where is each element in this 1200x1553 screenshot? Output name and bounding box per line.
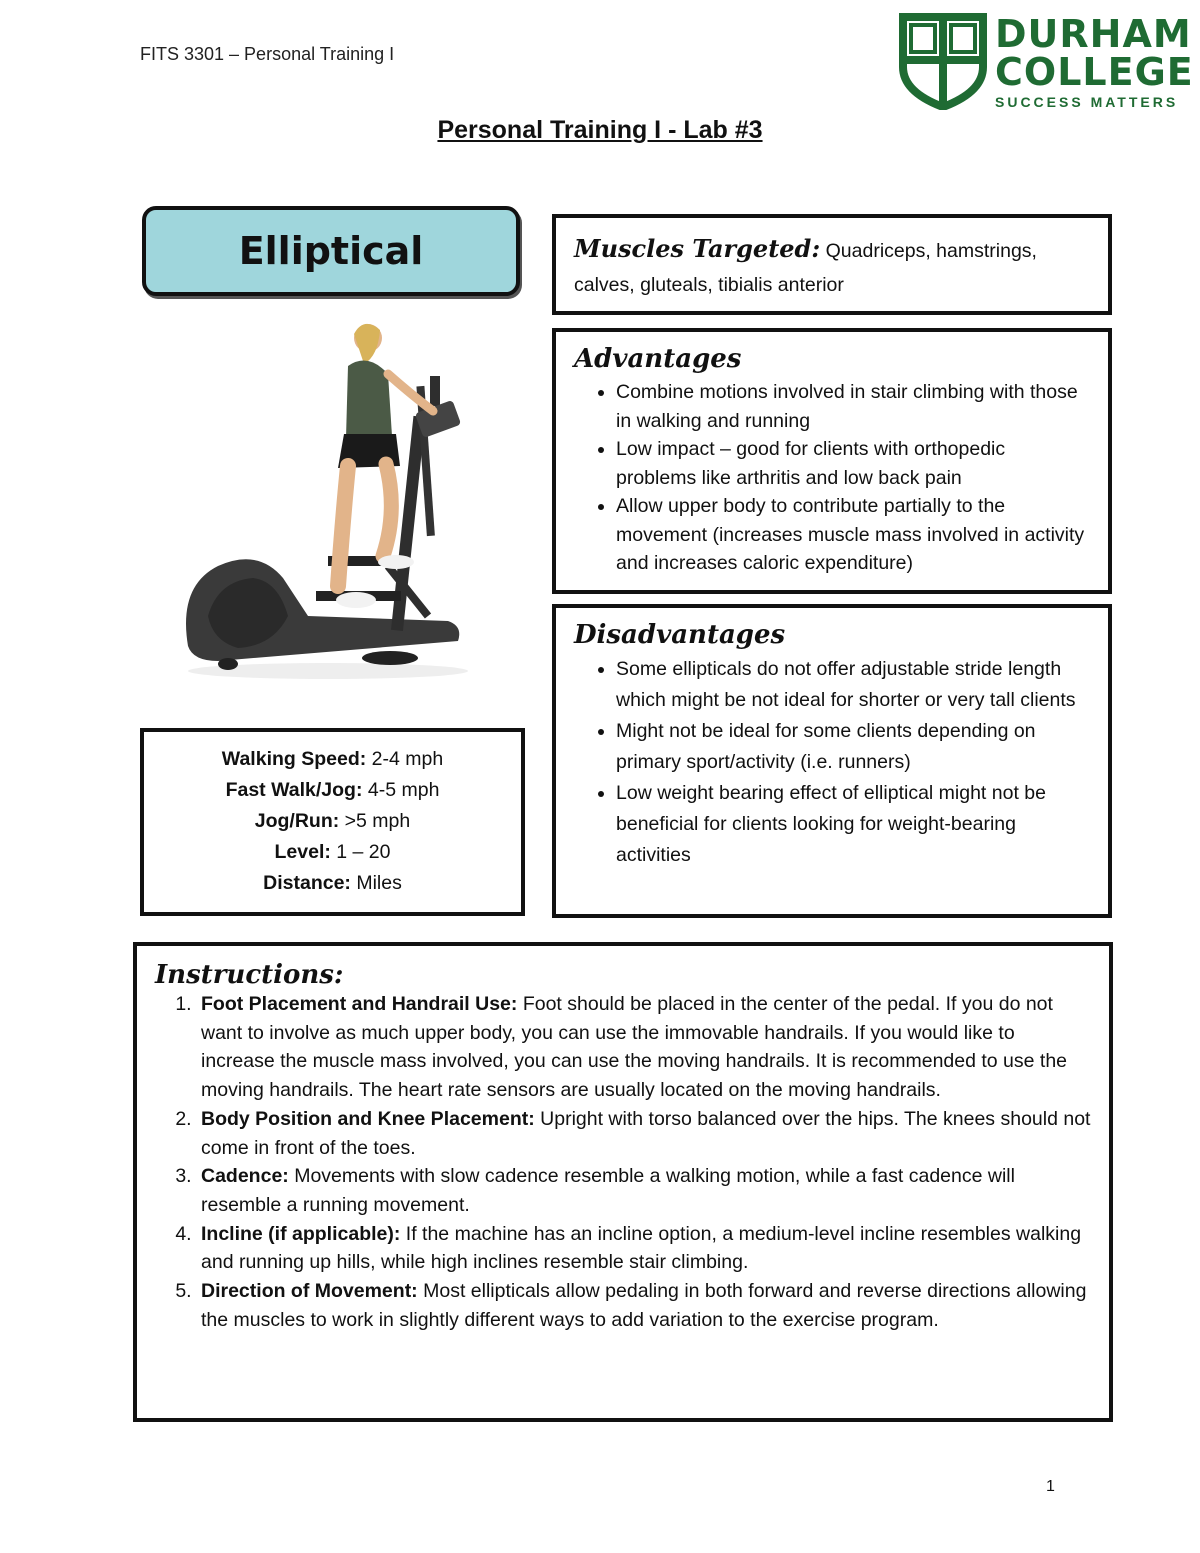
list-item: • Might not be ideal for some clients depending on primary sport/activity (i.e. runners)	[616, 716, 1090, 778]
muscles-text: Quadriceps, hamstrings, calves, gluteals, tibialis anterior	[574, 240, 1037, 296]
instructions-list	[155, 990, 1091, 1334]
logo-tagline: SUCCESS MATTERS	[995, 94, 1179, 110]
disadvantages-list	[574, 654, 1090, 871]
logo-word-durham: DURHAM	[995, 12, 1192, 56]
page-number: 1	[1046, 1478, 1055, 1495]
list-item: 2. Body Position and Knee Placement: Upright with torso balanced over the hips. The knees should not come in front of the toes.	[197, 1105, 1091, 1162]
list-item: 1. Foot Placement and Handrail Use: Foot should be placed in the center of the pedal. If you do not want to involve as much upper body, you can use the immovable handrails. If you would like to increase the muscle mass involved, you can use the moving handrails. It is recommended to use the moving handrails. The heart rate sensors are usually located on the moving handrails.	[197, 990, 1091, 1105]
advantages-heading: Advantages	[574, 344, 742, 374]
logo-word-college: COLLEGE	[995, 50, 1194, 94]
durham-college-logo	[898, 12, 1194, 112]
disadvantages-box	[552, 604, 1112, 918]
muscles-targeted-box	[552, 214, 1112, 315]
list-item: • Low impact – good for clients with orthopedic problems like arthritis and low back pain	[616, 435, 1090, 492]
disadvantages-heading: Disadvantages	[574, 620, 786, 650]
setting-row: Fast Walk/Jog: 4-5 mph	[225, 779, 440, 801]
setting-row: Walking Speed: 2-4 mph	[221, 748, 444, 770]
instructions-heading: Instructions:	[155, 960, 344, 990]
elliptical-photo	[178, 316, 483, 686]
muscles-heading: Muscles Targeted:	[574, 234, 821, 263]
setting-row: Level: 1 – 20	[274, 841, 391, 863]
setting-row: Jog/Run: >5 mph	[254, 810, 411, 832]
list-item: • Combine motions involved in stair climbing with those in walking and running	[616, 378, 1090, 435]
list-item: • Some ellipticals do not offer adjustable stride length which might be not ideal for shorter or very tall clients	[616, 654, 1090, 716]
list-item: 5. Direction of Movement: Most ellipticals allow pedaling in both forward and reverse directions allowing the muscles to work in slightly different ways to add variation to the exercise program.	[197, 1277, 1091, 1334]
setting-row: Distance: Miles	[263, 872, 402, 894]
settings-box	[140, 728, 525, 916]
page-title: Personal Training I - Lab #3	[437, 116, 763, 144]
list-item: • Low weight bearing effect of elliptical might not be beneficial for clients looking for weight-bearing activities	[616, 778, 1090, 871]
course-header: FITS 3301 – Personal Training I	[140, 44, 395, 64]
advantages-box	[552, 328, 1112, 594]
list-item: 3. Cadence: Movements with slow cadence resemble a walking motion, while a fast cadence will resemble a running movement.	[197, 1162, 1091, 1219]
instructions-box	[133, 942, 1113, 1422]
equipment-banner: Elliptical	[142, 206, 520, 296]
list-item: 4. Incline (if applicable): If the machine has an incline option, a medium-level incline resembles walking and running up hills, while high inclines resemble stair climbing.	[197, 1220, 1091, 1277]
advantages-list	[574, 378, 1090, 578]
college-crest-icon	[898, 12, 988, 110]
list-item: • Allow upper body to contribute partially to the movement (increases muscle mass involved in activity and increases caloric expenditure)	[616, 492, 1090, 578]
